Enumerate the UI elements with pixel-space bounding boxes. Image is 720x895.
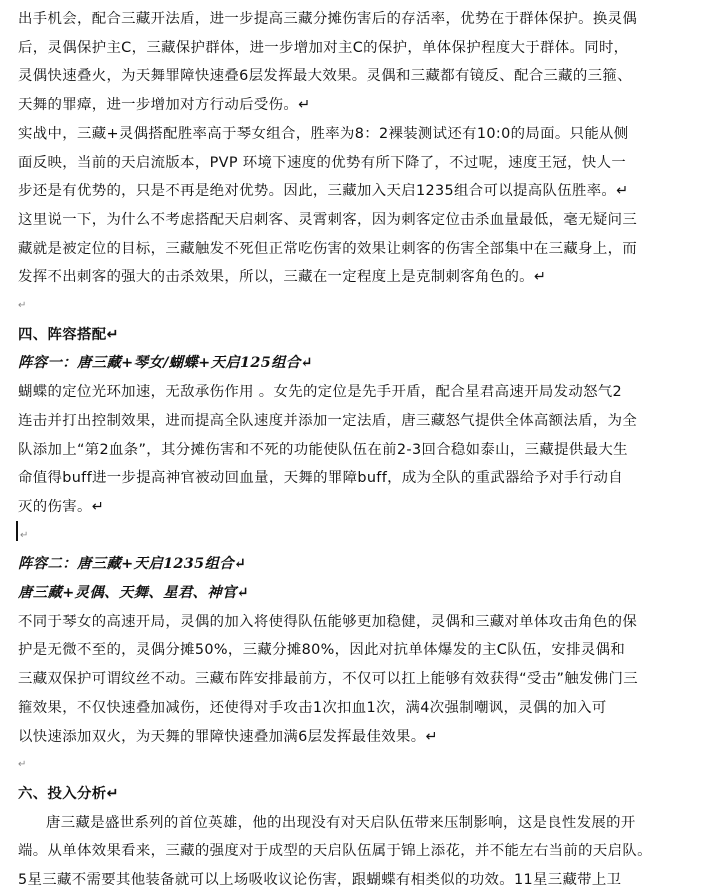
paragraph-line: 这里说一下，为什么不考虑搭配天启刺客、灵霄刺客，因为刺客定位击杀血量最低，毫无疑问三 (18, 211, 638, 228)
paragraph-mark: ↵ (18, 759, 27, 771)
paragraph-line: 三藏双保护可谓纹丝不动。三藏布阵安排最前方，不仅可以扛上能够有效获得“受击”触发佛门三 (18, 671, 638, 688)
section-heading: 六、投入分析↵ (18, 785, 119, 802)
paragraph-line: 灵偶快速叠火，为天舞罪障快速叠6层发挥最大效果。灵偶和三藏都有镜反、配合三藏的三箍、 (18, 68, 632, 85)
paragraph-line: 护是无微不至的，灵偶分摊50%，三藏分摊80%，因此对抗单体爆发的主C队伍，安排灵偶和 (18, 642, 626, 659)
subsection-heading: 阵容一：唐三藏+琴女/蝴蝶+天启125组合↵ (18, 354, 314, 372)
paragraph-line: 不同于琴女的高速开局，灵偶的加入将使得队伍能够更加稳健，灵偶和三藏对单体攻击角色的保 (18, 613, 638, 630)
paragraph-line: 后，灵偶保护主C，三藏保护群体，进一步增加对主C的保护，单体保护程度大于群体。同时， (18, 39, 629, 56)
paragraph-line: 面反映，当前的天启流版本，PVP 环境下速度的优势有所下降了，不过呢，速度王冠，快人一 (18, 154, 627, 171)
subsection-heading: 唐三藏+灵偶、天舞、星君、神官↵ (18, 584, 250, 601)
paragraph-line: 唐三藏是盛世系列的首位英雄，他的出现没有对天启队伍带来压制影响，这是良性发展的开 (46, 814, 636, 831)
paragraph-line: 实战中，三藏+灵偶搭配胜率高于琴女组合，胜率为8：2裸装测试还有10:0的局面。只能从侧 (18, 125, 629, 142)
paragraph-line: 天舞的罪瘴，进一步增加对方行动后受伤。↵ (18, 97, 311, 114)
text-cursor[interactable] (16, 521, 18, 541)
section-heading: 四、阵容搭配↵ (18, 326, 119, 343)
paragraph-line: 藏就是被定位的目标，三藏触发不死但正常吃伤害的效果让刺客的伤害全部集中在三藏身上，而 (18, 240, 638, 257)
paragraph-line: 蝴蝶的定位光环加速，无敌承伤作用 。女先的定位是先手开盾，配合星君高速开局发动怒气2 (18, 384, 623, 401)
paragraph-line: 5星三藏不需要其他装备就可以上场吸收议论伤害，跟蝴蝶有相类似的功效。11星三藏带上卫 (18, 872, 622, 888)
paragraph-line: 连击并打出控制效果，进而提高全队速度并添加一定法盾，唐三藏怒气提供全体高额法盾，为全 (18, 412, 638, 429)
paragraph-line: 步还是有优势的，只是不再是绝对优势。因此，三藏加入天启1235组合可以提高队伍胜率。↵ (18, 183, 629, 200)
paragraph-line: 以快速添加双火，为天舞的罪障快速叠加满6层发挥最佳效果。↵ (18, 728, 438, 745)
paragraph-line: 发挥不出刺客的强大的击杀效果，所以，三藏在一定程度上是克制刺客角色的。↵ (18, 269, 547, 286)
paragraph-line: 命值得buff进一步提高神官被动回血量，天舞的罪障buff，成为全队的重武器给予对手行动自 (18, 470, 623, 487)
paragraph-mark: ↵ (18, 300, 27, 311)
paragraph-mark: ↵ (20, 529, 29, 541)
paragraph-line: 出手机会，配合三藏开法盾，进一步提高三藏分摊伤害后的存活率，优势在于群体保护。换灵偶 (18, 11, 638, 27)
paragraph-line: 箍效果，不仅快速叠加减伤，还使得对手攻击1次扣血1次，满4次强制嘲讽，灵偶的加入可 (18, 699, 607, 716)
paragraph-line: 灭的伤害。↵ (18, 498, 105, 515)
paragraph-line: 队添加上“第2血条”，其分摊伤害和不死的功能使队伍在前2-3回合稳如泰山，三藏提供最大生 (18, 441, 628, 458)
subsection-heading: 阵容二：唐三藏+天启1235组合↵ (18, 555, 247, 573)
paragraph-line: 端。从单体效果看来，三藏的强度对于成型的天启队伍属于锦上添花，并不能左右当前的天启队。 (18, 843, 652, 860)
